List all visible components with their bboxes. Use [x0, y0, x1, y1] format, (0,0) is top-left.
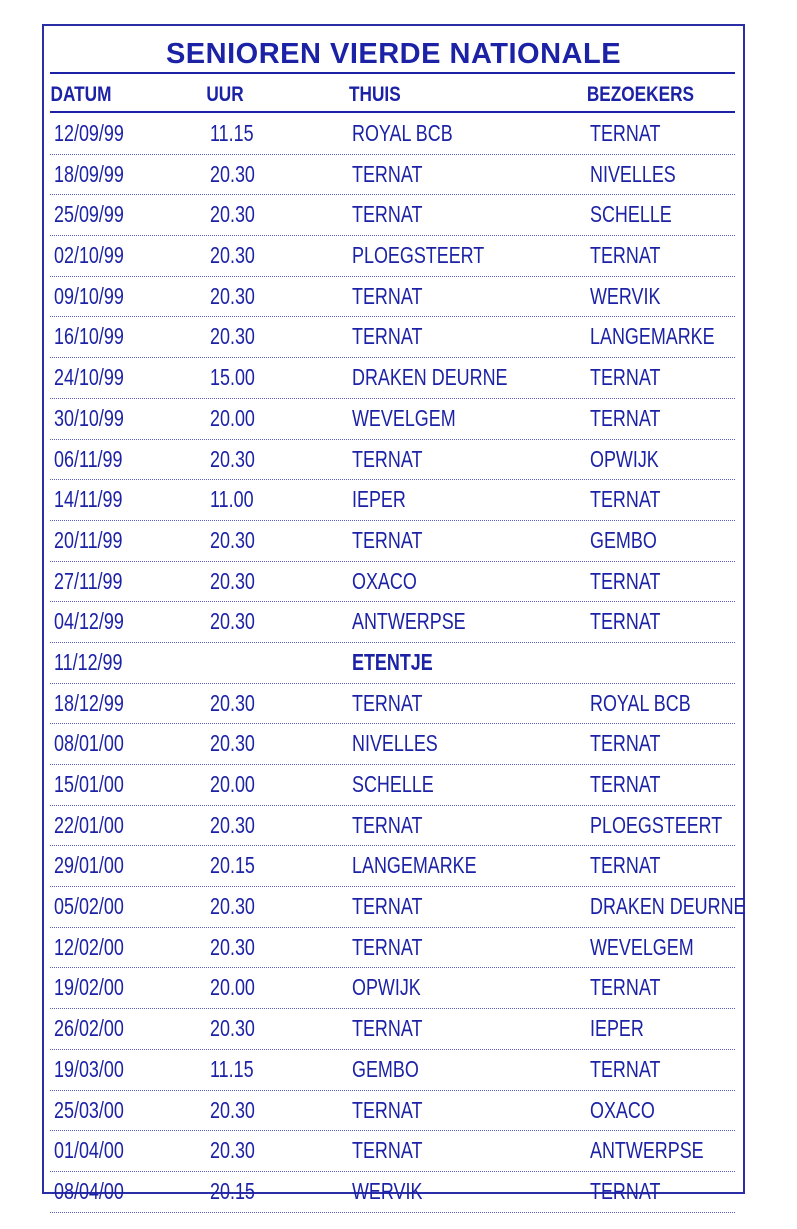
row-home-team: LANGEMARKE [352, 852, 477, 879]
row-home-team: ANTWERPSE [352, 608, 466, 635]
table-row [50, 968, 735, 1009]
row-away-team: ROYAL BCB [590, 689, 691, 716]
row-date: 15/01/00 [54, 771, 124, 797]
table-row [50, 724, 735, 765]
row-date: 25/03/00 [54, 1096, 124, 1123]
table-row [50, 480, 735, 521]
row-home-team: OXACO [352, 567, 417, 594]
schedule-rows [44, 114, 746, 1213]
row-time: 20.15 [210, 852, 255, 879]
row-home-team: IEPER [352, 486, 406, 513]
row-time: 20.30 [210, 201, 255, 228]
row-home-team: ETENTJE [352, 648, 433, 675]
row-home-team: TERNAT [352, 811, 423, 838]
table-row [50, 643, 735, 684]
row-time: 15.00 [210, 364, 255, 391]
row-date: 27/11/99 [54, 567, 123, 594]
table-row [50, 846, 735, 887]
row-home-team: TERNAT [352, 282, 423, 309]
row-date: 22/01/00 [54, 811, 124, 838]
table-row [50, 317, 735, 358]
table-row [50, 928, 735, 969]
table-row [50, 114, 735, 155]
table-row [50, 887, 746, 928]
row-home-team: PLOEGSTEERT [352, 242, 485, 269]
row-time: 20.30 [210, 689, 255, 716]
row-away-team: OPWIJK [590, 445, 659, 472]
row-date: 02/10/99 [54, 242, 124, 269]
table-row [50, 765, 735, 806]
row-away-team: WERVIK [590, 282, 661, 309]
table-row [50, 1009, 735, 1050]
row-date: 12/02/00 [54, 933, 124, 960]
row-date: 09/10/99 [54, 282, 124, 309]
row-home-team: TERNAT [352, 1015, 423, 1042]
row-date: 30/10/99 [54, 404, 124, 431]
row-date: 20/11/99 [54, 526, 123, 553]
row-time: 20.30 [210, 811, 255, 838]
row-home-team: WERVIK [352, 1177, 423, 1204]
row-date: 19/02/00 [54, 974, 124, 1001]
schedule-title: SENIOREN VIERDE NATIONALE [165, 38, 622, 70]
row-home-team: TERNAT [352, 689, 423, 716]
row-date: 14/11/99 [54, 486, 123, 513]
table-row [50, 358, 735, 399]
row-home-team: ROYAL BCB [352, 120, 453, 146]
schedule-card [42, 24, 746, 1204]
table-row [50, 1131, 735, 1172]
row-time: 11.00 [210, 486, 254, 513]
row-away-team: DRAKEN DEURNE [590, 893, 746, 920]
row-date: 06/11/99 [54, 445, 123, 472]
row-time: 20.30 [210, 933, 255, 960]
table-row [50, 236, 735, 277]
row-time: 20.15 [210, 1177, 255, 1204]
column-header-row [44, 80, 743, 110]
row-time: 20.30 [210, 526, 255, 553]
row-away-team: LANGEMARKE [590, 323, 715, 350]
row-away-team: GEMBO [590, 526, 657, 553]
row-away-team: TERNAT [590, 567, 661, 594]
table-row [50, 399, 735, 440]
column-header-away: BEZOEKERS [586, 83, 695, 106]
table-row [50, 806, 735, 847]
table-row [50, 440, 735, 481]
row-date: 26/02/00 [54, 1015, 124, 1042]
row-time: 20.30 [210, 608, 255, 635]
row-away-team: TERNAT [590, 486, 661, 513]
row-away-team: PLOEGSTEERT [590, 811, 723, 838]
row-time: 20.00 [210, 404, 255, 431]
row-away-team: TERNAT [590, 404, 661, 431]
row-time: 20.30 [210, 1096, 255, 1123]
title-divider [50, 72, 735, 74]
row-home-team: SCHELLE [352, 771, 434, 797]
row-time: 20.30 [210, 567, 255, 594]
table-row [50, 521, 735, 562]
table-row [50, 195, 735, 236]
row-away-team: TERNAT [590, 771, 661, 797]
row-date: 12/09/99 [54, 120, 124, 146]
row-time: 11.15 [210, 1055, 254, 1082]
row-home-team: DRAKEN DEURNE [352, 364, 508, 391]
row-date: 25/09/99 [54, 201, 124, 228]
table-row [50, 602, 735, 643]
row-away-team: TERNAT [590, 1177, 661, 1204]
row-home-team: TERNAT [352, 201, 423, 228]
header-divider [50, 111, 735, 113]
row-away-team: NIVELLES [590, 160, 676, 187]
row-away-team: ANTWERPSE [590, 1137, 704, 1164]
row-away-team: TERNAT [590, 608, 661, 635]
row-date: 08/01/00 [54, 730, 124, 757]
row-time: 20.30 [210, 160, 255, 187]
table-row [50, 1091, 735, 1132]
table-row [50, 1172, 735, 1213]
row-time: 20.30 [210, 282, 255, 309]
row-home-team: GEMBO [352, 1055, 419, 1082]
row-date: 18/09/99 [54, 160, 124, 187]
row-time: 20.30 [210, 445, 255, 472]
row-home-team: NIVELLES [352, 730, 438, 757]
row-date: 05/02/00 [54, 893, 124, 920]
row-home-team: TERNAT [352, 160, 423, 187]
table-row [50, 562, 735, 603]
row-home-team: TERNAT [352, 933, 423, 960]
row-away-team: TERNAT [590, 120, 661, 146]
table-row [50, 1050, 735, 1091]
row-away-team: TERNAT [590, 730, 661, 757]
column-header-time: UUR [206, 83, 244, 106]
row-date: 19/03/00 [54, 1055, 124, 1082]
row-away-team: OXACO [590, 1096, 655, 1123]
row-away-team: TERNAT [590, 242, 661, 269]
row-away-team: WEVELGEM [590, 933, 694, 960]
row-away-team: TERNAT [590, 974, 661, 1001]
row-time: 20.00 [210, 974, 255, 1001]
row-time: 20.30 [210, 242, 255, 269]
row-date: 18/12/99 [54, 689, 124, 716]
row-away-team: SCHELLE [590, 201, 672, 228]
column-header-home: THUIS [349, 83, 401, 106]
row-date: 11/12/99 [54, 648, 123, 675]
row-home-team: TERNAT [352, 323, 423, 350]
table-row [50, 684, 735, 725]
row-home-team: TERNAT [352, 445, 423, 472]
row-away-team: IEPER [590, 1015, 644, 1042]
row-away-team: TERNAT [590, 1055, 661, 1082]
row-date: 01/04/00 [54, 1137, 124, 1164]
table-row [50, 155, 735, 196]
row-time: 20.30 [210, 323, 255, 350]
row-date: 24/10/99 [54, 364, 124, 391]
row-home-team: TERNAT [352, 526, 423, 553]
row-date: 04/12/99 [54, 608, 124, 635]
row-away-team: TERNAT [590, 364, 661, 391]
row-time: 20.30 [210, 730, 255, 757]
table-row [50, 277, 735, 318]
row-date: 16/10/99 [54, 323, 124, 350]
column-header-date: DATUM [50, 83, 112, 106]
row-date: 08/04/00 [54, 1177, 124, 1204]
row-date: 29/01/00 [54, 852, 124, 879]
row-home-team: TERNAT [352, 893, 423, 920]
row-time: 11.15 [210, 120, 254, 146]
row-home-team: OPWIJK [352, 974, 421, 1001]
row-time: 20.30 [210, 893, 255, 920]
row-away-team: TERNAT [590, 852, 661, 879]
row-time: 20.30 [210, 1137, 255, 1164]
row-home-team: TERNAT [352, 1137, 423, 1164]
row-home-team: TERNAT [352, 1096, 423, 1123]
row-time: 20.00 [210, 771, 255, 797]
row-time: 20.30 [210, 1015, 255, 1042]
row-home-team: WEVELGEM [352, 404, 456, 431]
